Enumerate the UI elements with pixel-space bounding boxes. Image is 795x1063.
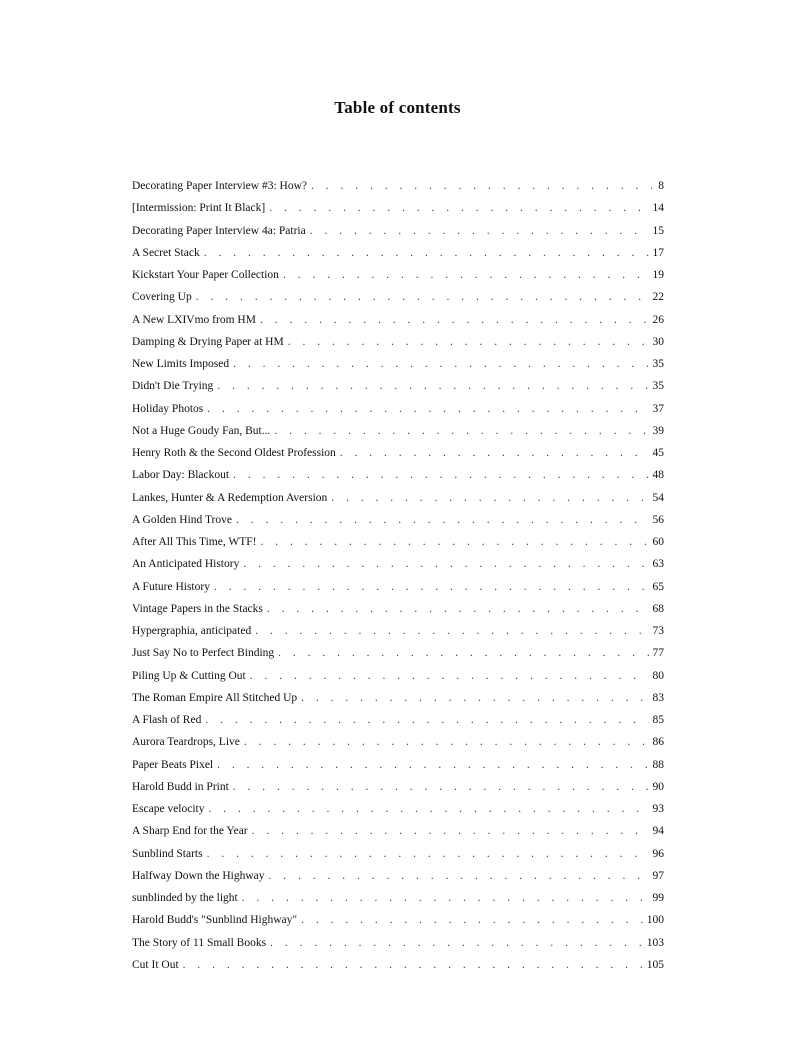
- toc-entry-page-number[interactable]: 63: [652, 558, 664, 571]
- page-title: Table of contents: [334, 98, 461, 117]
- dot-leader: [278, 642, 648, 664]
- dot-leader: [301, 909, 643, 931]
- toc-entry[interactable]: [132, 909, 664, 931]
- toc-entry-page-number[interactable]: 105: [646, 958, 664, 971]
- toc-entry-title[interactable]: The Story of 11 Small Books: [132, 936, 267, 949]
- toc-entry-title[interactable]: Cut It Out: [132, 958, 179, 971]
- dot-leader: [214, 576, 649, 598]
- dot-leader: [310, 220, 649, 242]
- toc-entry[interactable]: [132, 954, 664, 976]
- toc-entry[interactable]: [132, 553, 664, 575]
- dot-leader: [252, 820, 649, 842]
- toc-entry-title[interactable]: Decorating Paper Interview 4a: Patria: [132, 224, 306, 237]
- toc-entry-page-number[interactable]: 37: [652, 402, 664, 415]
- toc-entry[interactable]: [132, 487, 664, 509]
- dot-leader: [244, 731, 649, 753]
- toc-entry-title[interactable]: The Roman Empire All Stitched Up: [132, 691, 298, 704]
- dot-leader: [274, 420, 648, 442]
- toc-entry-title[interactable]: Aurora Teardrops, Live: [132, 736, 240, 749]
- toc-entry-title[interactable]: Escape velocity: [132, 803, 205, 815]
- toc-entry-page-number[interactable]: 17: [652, 246, 664, 259]
- toc-entry-title[interactable]: Halfway Down the Highway: [132, 869, 265, 882]
- toc-entry-page-number[interactable]: 54: [652, 491, 664, 504]
- toc-entry[interactable]: [132, 398, 664, 420]
- toc-entry[interactable]: [132, 220, 664, 242]
- toc-entry-title[interactable]: A Golden Hind Trove: [132, 513, 232, 526]
- dot-leader: [243, 553, 648, 575]
- toc-entry[interactable]: [132, 353, 664, 375]
- toc-entry-page-number[interactable]: 80: [652, 669, 664, 682]
- dot-leader: [250, 665, 649, 687]
- dot-leader: [204, 242, 649, 264]
- toc-entry-title[interactable]: Harold Budd's "Sunblind Highway": [132, 914, 298, 927]
- toc-entry-title[interactable]: Labor Day: Blackout: [132, 469, 230, 482]
- dot-leader: [233, 776, 649, 798]
- dot-leader: [217, 375, 648, 397]
- toc-entry-title[interactable]: Just Say No to Perfect Binding: [132, 647, 275, 660]
- toc-entry-title[interactable]: Sunblind Starts: [132, 847, 203, 860]
- toc-entry-page-number[interactable]: 35: [652, 358, 664, 370]
- table-of-contents: [132, 175, 664, 976]
- toc-entry-title[interactable]: Decorating Paper Interview #3: How?: [132, 180, 307, 192]
- toc-entry-title[interactable]: Covering Up: [132, 291, 192, 304]
- toc-entry[interactable]: [132, 620, 664, 642]
- toc-entry[interactable]: [132, 731, 664, 753]
- toc-entry-page-number[interactable]: 77: [652, 647, 664, 660]
- toc-entry-page-number[interactable]: 83: [652, 691, 664, 704]
- toc-entry-title[interactable]: Vintage Papers in the Stacks: [132, 602, 263, 615]
- toc-entry[interactable]: [132, 375, 664, 397]
- dot-leader: [261, 531, 649, 553]
- toc-entry[interactable]: [132, 598, 664, 620]
- toc-entry-page-number[interactable]: 86: [652, 736, 664, 749]
- toc-entry[interactable]: [132, 464, 664, 486]
- toc-entry-title[interactable]: Kickstart Your Paper Collection: [132, 269, 279, 281]
- toc-entry-title[interactable]: After All This Time, WTF!: [132, 536, 257, 548]
- dot-leader: [260, 309, 649, 331]
- toc-entry[interactable]: [132, 576, 664, 598]
- toc-entry[interactable]: [132, 932, 664, 954]
- toc-entry[interactable]: [132, 776, 664, 798]
- dot-leader: [255, 620, 648, 642]
- toc-entry[interactable]: [132, 309, 664, 331]
- toc-entry-page-number[interactable]: 85: [652, 714, 664, 726]
- toc-entry[interactable]: [132, 242, 664, 264]
- dot-leader: [205, 709, 648, 731]
- toc-entry-title[interactable]: A Secret Stack: [132, 246, 200, 259]
- toc-entry-title[interactable]: Holiday Photos: [132, 402, 204, 415]
- toc-entry[interactable]: [132, 442, 664, 464]
- toc-entry[interactable]: [132, 820, 664, 842]
- toc-entry-page-number[interactable]: 45: [652, 447, 664, 459]
- toc-entry[interactable]: [132, 665, 664, 687]
- toc-entry-page-number[interactable]: 94: [652, 825, 664, 838]
- toc-entry-title[interactable]: Henry Roth & the Second Oldest Profession: [132, 447, 336, 459]
- toc-entry[interactable]: [132, 843, 664, 865]
- dot-leader: [269, 197, 648, 219]
- toc-entry-title[interactable]: A Future History: [132, 580, 210, 593]
- dot-leader: [269, 865, 649, 887]
- toc-entry[interactable]: [132, 531, 664, 553]
- dot-leader: [311, 175, 652, 197]
- toc-entry[interactable]: [132, 331, 664, 353]
- toc-entry-page-number[interactable]: 96: [652, 847, 664, 860]
- toc-entry-page-number[interactable]: 100: [646, 914, 664, 927]
- toc-entry-title[interactable]: Didn't Die Trying: [132, 380, 214, 393]
- toc-entry[interactable]: [132, 286, 664, 308]
- toc-entry[interactable]: [132, 197, 664, 219]
- toc-entry-title[interactable]: New Limits Imposed: [132, 358, 230, 370]
- toc-entry-title[interactable]: Hypergraphia, anticipated: [132, 625, 252, 637]
- toc-entry-title[interactable]: Lankes, Hunter & A Redemption Aversion: [132, 491, 328, 504]
- toc-entry-title[interactable]: An Anticipated History: [132, 558, 240, 571]
- toc-entry-page-number[interactable]: 68: [652, 602, 664, 615]
- toc-entry-title[interactable]: Harold Budd in Print: [132, 780, 229, 793]
- dot-leader: [283, 264, 649, 286]
- toc-entry-page-number[interactable]: 30: [652, 335, 664, 348]
- toc-entry-page-number[interactable]: 99: [652, 892, 664, 904]
- toc-entry-page-number[interactable]: 103: [646, 936, 664, 949]
- toc-entry[interactable]: [132, 709, 664, 731]
- toc-entry[interactable]: [132, 754, 664, 776]
- toc-entry[interactable]: [132, 642, 664, 664]
- dot-leader: [207, 398, 648, 420]
- dot-leader: [233, 464, 648, 486]
- toc-entry-page-number[interactable]: 19: [652, 269, 664, 281]
- toc-entry[interactable]: [132, 175, 664, 197]
- toc-entry-title[interactable]: Paper Beats Pixel: [132, 758, 214, 771]
- toc-entry-page-number[interactable]: 60: [652, 536, 664, 548]
- dot-leader: [340, 442, 649, 464]
- toc-entry[interactable]: [132, 687, 664, 709]
- toc-entry-title[interactable]: sunblinded by the light: [132, 892, 238, 904]
- dot-leader: [207, 843, 649, 865]
- toc-entry[interactable]: [132, 798, 664, 820]
- toc-entry-page-number[interactable]: 97: [652, 869, 664, 882]
- dot-leader: [217, 754, 648, 776]
- toc-entry-page-number[interactable]: 39: [652, 424, 664, 437]
- toc-entry-title[interactable]: Damping & Drying Paper at HM: [132, 335, 284, 348]
- toc-entry[interactable]: [132, 420, 664, 442]
- dot-leader: [196, 286, 649, 308]
- toc-entry-page-number[interactable]: 14: [652, 202, 664, 215]
- toc-entry[interactable]: [132, 887, 664, 909]
- toc-entry-title[interactable]: A Sharp End for the Year: [132, 825, 248, 838]
- toc-entry[interactable]: [132, 865, 664, 887]
- toc-entry-title[interactable]: A New LXIVmo from HM: [132, 313, 256, 326]
- toc-entry-page-number[interactable]: 73: [652, 625, 664, 637]
- dot-leader: [233, 353, 648, 375]
- toc-entry-page-number[interactable]: 88: [652, 758, 664, 771]
- toc-entry-page-number[interactable]: 90: [652, 780, 664, 793]
- dot-leader: [270, 932, 643, 954]
- dot-leader: [208, 798, 648, 820]
- toc-entry-title[interactable]: [Intermission: Print It Black]: [132, 202, 266, 215]
- dot-leader: [267, 598, 649, 620]
- toc-entry-title[interactable]: A Flash of Red: [132, 714, 202, 726]
- toc-entry-page-number[interactable]: 56: [652, 513, 664, 526]
- dot-leader: [236, 509, 649, 531]
- toc-entry[interactable]: [132, 264, 664, 286]
- dot-leader: [183, 954, 643, 976]
- dot-leader: [288, 331, 649, 353]
- toc-entry-page-number[interactable]: 26: [652, 313, 664, 326]
- toc-entry-title[interactable]: Piling Up & Cutting Out: [132, 669, 246, 682]
- dot-leader: [331, 487, 648, 509]
- dot-leader: [242, 887, 649, 909]
- toc-entry-page-number[interactable]: 65: [652, 580, 664, 593]
- toc-entry-page-number[interactable]: 48: [652, 469, 664, 482]
- toc-entry-title[interactable]: Not a Huge Goudy Fan, But...: [132, 424, 271, 437]
- toc-entry-page-number[interactable]: 35: [652, 380, 664, 393]
- toc-entry-page-number[interactable]: 22: [652, 291, 664, 304]
- toc-entry-page-number[interactable]: 8: [658, 180, 664, 192]
- toc-entry-page-number[interactable]: 93: [652, 803, 664, 815]
- toc-entry[interactable]: [132, 509, 664, 531]
- dot-leader: [301, 687, 648, 709]
- toc-entry-page-number[interactable]: 15: [652, 224, 664, 237]
